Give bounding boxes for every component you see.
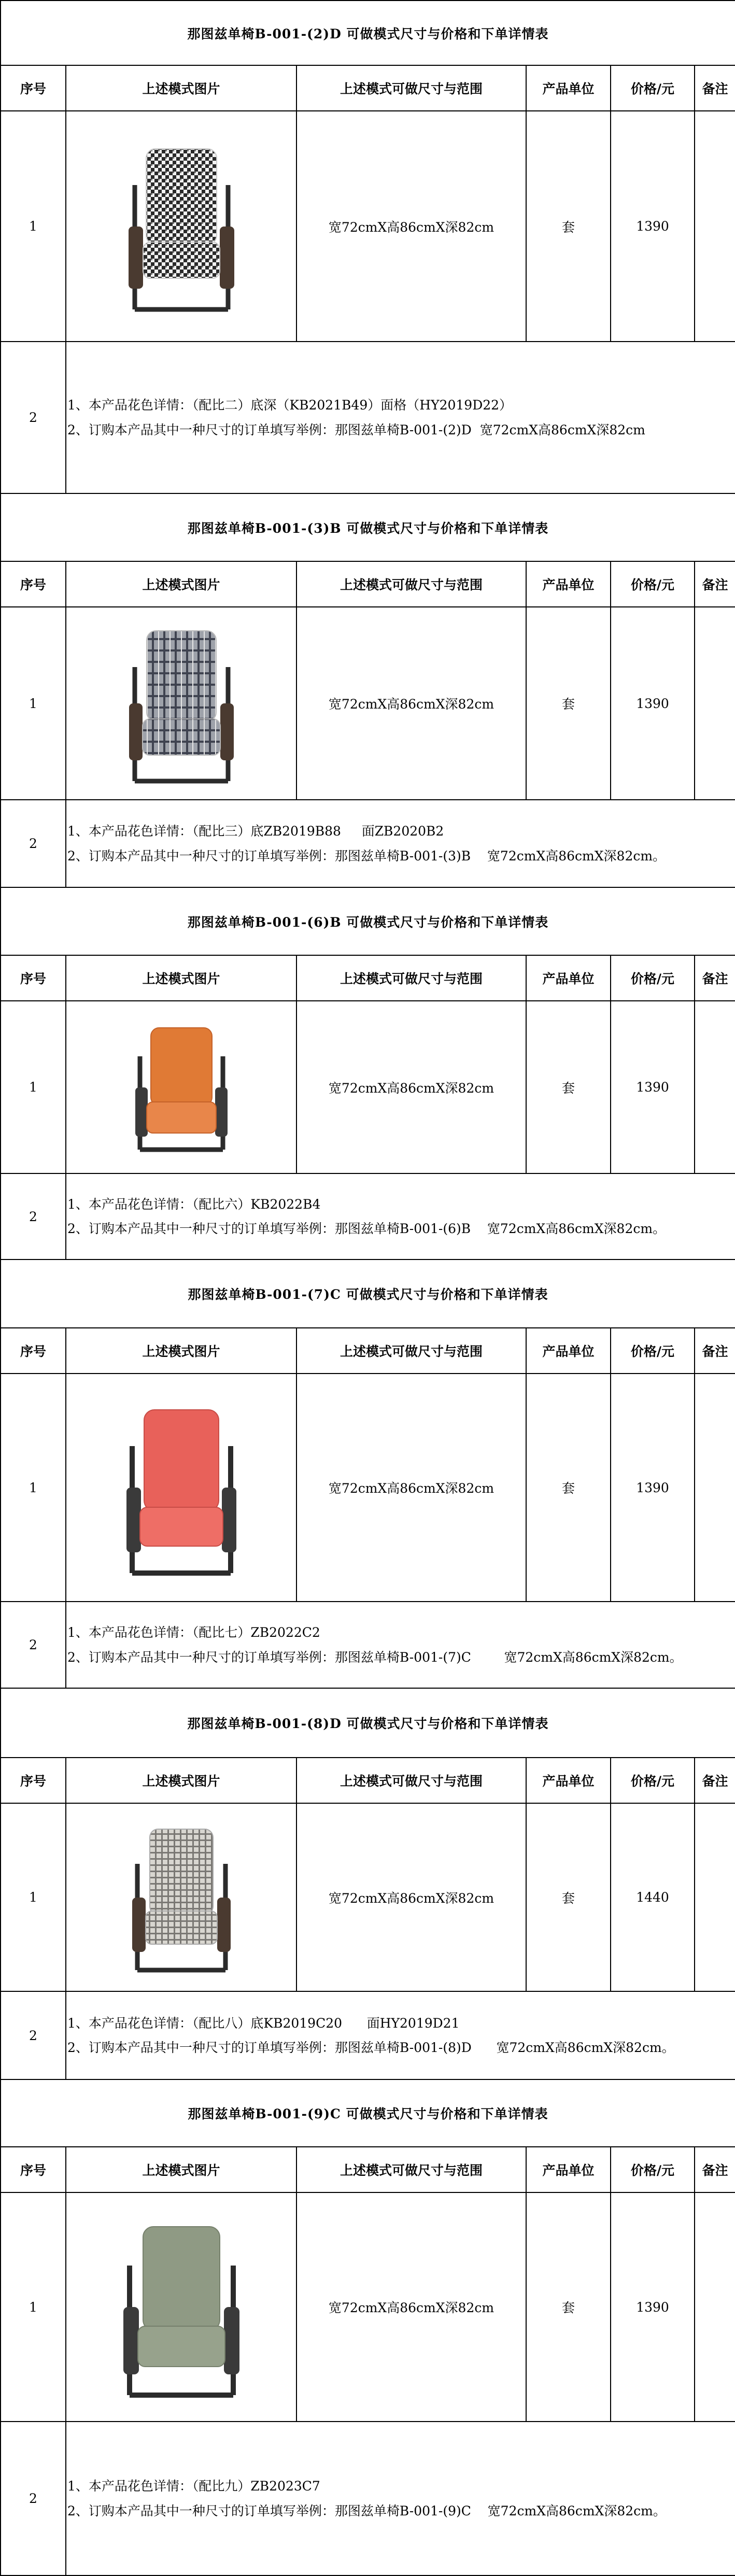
header-unit: 产品单位 <box>526 1328 611 1374</box>
spec-table-3 <box>0 887 735 1260</box>
order-example-note: 2、订购本产品其中一种尺寸的订单填写举例：那图兹单椅B-001-(3)B 宽72cmX高86cmX深82cm。 <box>67 848 666 864</box>
header-image: 上述模式图片 <box>66 2147 296 2192</box>
product-image-cell <box>66 1374 296 1602</box>
row-index: 2 <box>1 800 66 887</box>
header-index: 序号 <box>1 1758 66 1803</box>
product-image-cell <box>66 2192 296 2422</box>
fabric-detail-note: 1、本产品花色详情：（配比二）底深（KB2021B49）面格（HY2019D22） <box>67 398 513 413</box>
header-unit: 产品单位 <box>526 561 611 607</box>
price-cell: 1390 <box>611 111 695 342</box>
size-cell: 宽72cmX高86cmX深82cm <box>296 1001 526 1173</box>
header-unit: 产品单位 <box>526 955 611 1001</box>
coral-chair-image <box>104 1389 259 1586</box>
spec-table-1 <box>0 0 735 494</box>
row-index: 1 <box>1 111 66 342</box>
header-remark: 备注 <box>695 65 735 111</box>
row-index: 1 <box>1 607 66 800</box>
sage-chair-image <box>98 2206 264 2408</box>
product-image-cell <box>66 111 296 342</box>
header-remark: 备注 <box>695 1328 735 1374</box>
price-cell: 1390 <box>611 1001 695 1173</box>
table-title: 那图兹单椅B-001-(2)D 可做模式尺寸与价格和下单详情表 <box>1 1 735 65</box>
header-price: 价格/元 <box>611 65 695 111</box>
spec-table-4 <box>0 1259 735 1689</box>
header-size: 上述模式可做尺寸与范围 <box>296 955 526 1001</box>
header-unit: 产品单位 <box>526 1758 611 1803</box>
checked-chair-image <box>111 1815 251 1980</box>
order-example-note: 2、订购本产品其中一种尺寸的订单填写举例：那图兹单椅B-001-(8)D 宽72cmX高86cmX深82cm。 <box>67 2040 675 2055</box>
order-note-cell <box>66 800 735 887</box>
remark-cell <box>695 607 735 800</box>
unit-cell: 套 <box>526 1803 611 1991</box>
row-index: 2 <box>1 1173 66 1259</box>
order-note-cell <box>66 2422 735 2575</box>
header-index: 序号 <box>1 65 66 111</box>
header-size: 上述模式可做尺寸与范围 <box>296 561 526 607</box>
houndstooth-chair-image <box>104 128 259 325</box>
header-index: 序号 <box>1 1328 66 1374</box>
header-index: 序号 <box>1 955 66 1001</box>
table-title: 那图兹单椅B-001-(9)C 可做模式尺寸与价格和下单详情表 <box>1 2079 735 2147</box>
row-index: 2 <box>1 1602 66 1688</box>
remark-cell <box>695 1374 735 1602</box>
table-title: 那图兹单椅B-001-(3)B 可做模式尺寸与价格和下单详情表 <box>1 493 735 561</box>
header-price: 价格/元 <box>611 955 695 1001</box>
header-index: 序号 <box>1 2147 66 2192</box>
order-note-cell <box>66 1602 735 1688</box>
remark-cell <box>695 1803 735 1991</box>
size-cell: 宽72cmX高86cmX深82cm <box>296 1374 526 1602</box>
table-title: 那图兹单椅B-001-(7)C 可做模式尺寸与价格和下单详情表 <box>1 1259 735 1328</box>
fabric-detail-note: 1、本产品花色详情：（配比九）ZB2023C7 <box>67 2479 320 2494</box>
row-index: 1 <box>1 2192 66 2422</box>
table-title: 那图兹单椅B-001-(8)D 可做模式尺寸与价格和下单详情表 <box>1 1688 735 1758</box>
row-index: 2 <box>1 1991 66 2079</box>
order-example-note: 2、订购本产品其中一种尺寸的订单填写举例：那图兹单椅B-001-(7)C 宽72cmX高86cmX深82cm。 <box>67 1649 683 1665</box>
remark-cell <box>695 1001 735 1173</box>
unit-cell: 套 <box>526 111 611 342</box>
order-example-note: 2、订购本产品其中一种尺寸的订单填写举例：那图兹单椅B-001-(9)C 宽72cmX高86cmX深82cm。 <box>67 2503 666 2518</box>
row-index: 1 <box>1 1374 66 1602</box>
spec-table-5 <box>0 1688 735 2080</box>
unit-cell: 套 <box>526 1001 611 1173</box>
fabric-detail-note: 1、本产品花色详情：（配比六）KB2022B4 <box>67 1196 321 1212</box>
size-cell: 宽72cmX高86cmX深82cm <box>296 1803 526 1991</box>
unit-cell: 套 <box>526 607 611 800</box>
header-size: 上述模式可做尺寸与范围 <box>296 2147 526 2192</box>
size-cell: 宽72cmX高86cmX深82cm <box>296 111 526 342</box>
fabric-detail-note: 1、本产品花色详情：（配比八）底KB2019C20 面HY2019D21 <box>67 2015 460 2031</box>
remark-cell <box>695 2192 735 2422</box>
fabric-detail-note: 1、本产品花色详情：（配比三）底ZB2019B88 面ZB2020B2 <box>67 824 444 839</box>
header-size: 上述模式可做尺寸与范围 <box>296 65 526 111</box>
order-note-cell <box>66 342 735 493</box>
price-cell: 1390 <box>611 1374 695 1602</box>
table-title: 那图兹单椅B-001-(6)B 可做模式尺寸与价格和下单详情表 <box>1 887 735 955</box>
orange-chair-image <box>117 1015 246 1160</box>
header-image: 上述模式图片 <box>66 1758 296 1803</box>
header-price: 价格/元 <box>611 1328 695 1374</box>
header-unit: 产品单位 <box>526 2147 611 2192</box>
header-remark: 备注 <box>695 955 735 1001</box>
header-image: 上述模式图片 <box>66 1328 296 1374</box>
row-index: 2 <box>1 342 66 493</box>
order-note-cell <box>66 1173 735 1259</box>
header-remark: 备注 <box>695 561 735 607</box>
price-cell: 1440 <box>611 1803 695 1991</box>
header-remark: 备注 <box>695 1758 735 1803</box>
header-remark: 备注 <box>695 2147 735 2192</box>
header-unit: 产品单位 <box>526 65 611 111</box>
row-index: 1 <box>1 1803 66 1991</box>
unit-cell: 套 <box>526 2192 611 2422</box>
header-size: 上述模式可做尺寸与范围 <box>296 1328 526 1374</box>
fabric-detail-note: 1、本产品花色详情：（配比七）ZB2022C2 <box>67 1625 320 1640</box>
header-price: 价格/元 <box>611 1758 695 1803</box>
order-example-note: 2、订购本产品其中一种尺寸的订单填写举例：那图兹单椅B-001-(6)B 宽72cmX高86cmX深82cm。 <box>67 1221 666 1236</box>
header-size: 上述模式可做尺寸与范围 <box>296 1758 526 1803</box>
product-image-cell <box>66 607 296 800</box>
row-index: 1 <box>1 1001 66 1173</box>
header-price: 价格/元 <box>611 2147 695 2192</box>
product-image-cell <box>66 1803 296 1991</box>
unit-cell: 套 <box>526 1374 611 1602</box>
header-index: 序号 <box>1 561 66 607</box>
order-note-cell <box>66 1991 735 2079</box>
remark-cell <box>695 111 735 342</box>
row-index: 2 <box>1 2422 66 2575</box>
size-cell: 宽72cmX高86cmX深82cm <box>296 2192 526 2422</box>
header-image: 上述模式图片 <box>66 65 296 111</box>
spec-table-2 <box>0 493 735 888</box>
spec-table-6 <box>0 2079 735 2576</box>
header-image: 上述模式图片 <box>66 955 296 1001</box>
product-image-cell <box>66 1001 296 1173</box>
order-example-note: 2、订购本产品其中一种尺寸的订单填写举例：那图兹单椅B-001-(2)D 宽72cmX高86cmX深82cm <box>67 422 645 437</box>
size-cell: 宽72cmX高86cmX深82cm <box>296 607 526 800</box>
header-price: 价格/元 <box>611 561 695 607</box>
price-cell: 1390 <box>611 2192 695 2422</box>
header-image: 上述模式图片 <box>66 561 296 607</box>
price-cell: 1390 <box>611 607 695 800</box>
plaid-chair-image <box>106 615 257 791</box>
